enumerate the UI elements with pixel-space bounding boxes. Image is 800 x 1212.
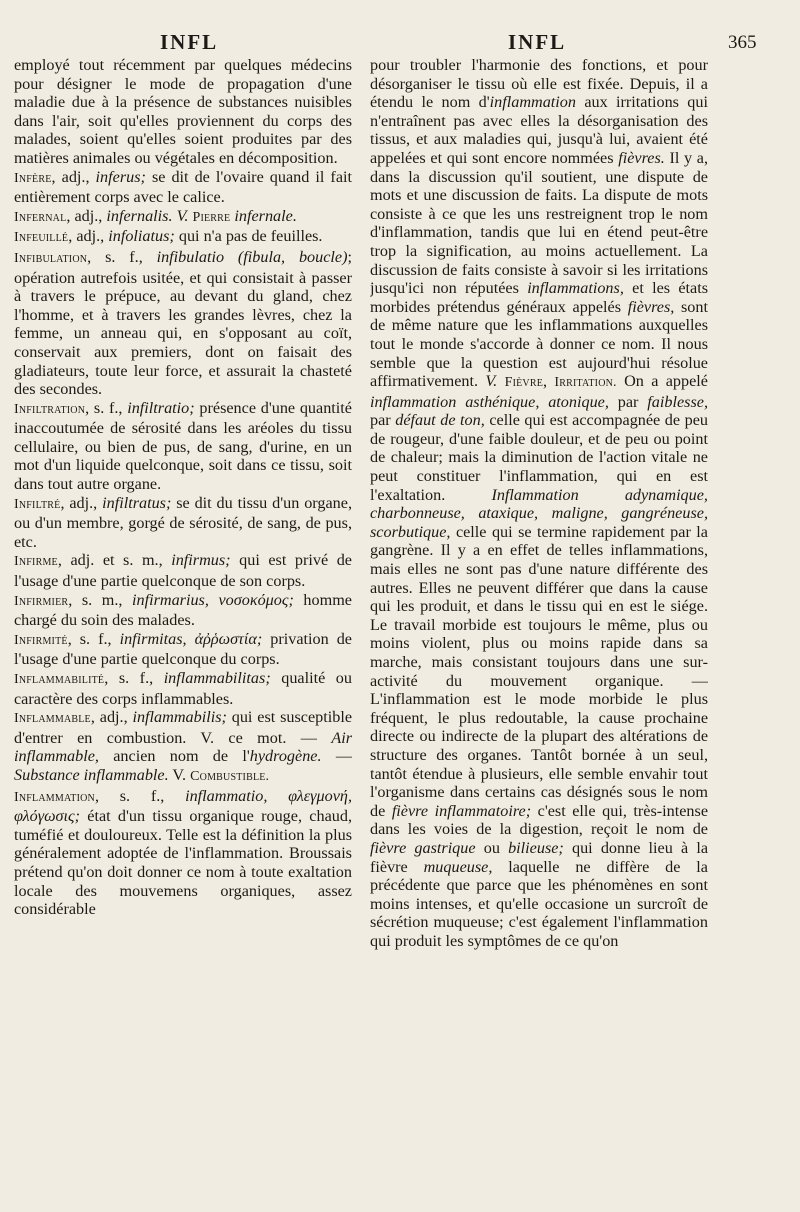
body-text: qui donne lieu à la fièvre bbox=[370, 838, 708, 876]
entry-headword: Infirme bbox=[14, 554, 58, 570]
entry-headword: Infiltration bbox=[14, 401, 86, 417]
entry-text: , adj., bbox=[68, 227, 109, 246]
entry-italic: Substance inflammable. bbox=[14, 765, 169, 784]
entry-text: qui est susceptible d'entrer en combustion. V. ce mot. — bbox=[14, 708, 352, 747]
body-text: celle qui se termine rapidement par la gangrène. Il y a en effet de telles inflammations, mais elles ne sont pas d'une nature différente des autres. Elles ne peuvent différer que dans la cause qui les produit, et dans le tissu qui en est le siége. Le travail morbide est toujours le même, plus ou moins violent, plus ou moins rapide dans sa marche, mais consistant toujours dans une sur-activité du mouvement organique. — L'inflammation est le mode morbide le plus fréquent, le plus redoutable, la cause prochaine directe ou indirecte de la plupart des altérations de structure des organes. Tantôt bornée à un seul, tantôt étendue à plusieurs, elle semble envahir tout l'organisme dans certains cas désignés sous le nom de bbox=[370, 522, 708, 820]
entry-headword: Infère bbox=[14, 170, 52, 186]
entry-text: , s. f., bbox=[85, 398, 128, 417]
dictionary-entry bbox=[14, 551, 352, 590]
italic-term: fièvre inflammatoire; bbox=[391, 801, 532, 820]
italic-term: V. bbox=[485, 372, 498, 391]
entry-headword: Inflammable bbox=[14, 711, 91, 727]
italic-term: inflammation bbox=[489, 93, 576, 112]
dictionary-entry bbox=[14, 591, 352, 630]
entry-text: , s. f., bbox=[67, 629, 120, 648]
italic-term: défaut de ton, bbox=[395, 411, 485, 430]
entry-text: , adj., bbox=[90, 708, 133, 727]
italic-term: Inflammation adynamique, charbonneuse, ataxique, maligne, gangréneuse, scorbutique, bbox=[370, 485, 708, 541]
entry-headword: Inflammabilité bbox=[14, 672, 105, 687]
entry-latin: infoliatus; bbox=[108, 227, 175, 246]
entry-text: état d'un tissu organique rouge, chaud, tuméfié et douloureux. Telle est la définition la plus généralement adoptée de l'inflammation. Broussais prétend qu'on doit donner ce nom à toute exaltation locale des mouvemens organiques, assez considérable bbox=[14, 807, 352, 919]
italic-term: fièvres, bbox=[627, 297, 675, 316]
entry-italic: hydrogène. bbox=[249, 747, 322, 766]
entry-headword: Infernal bbox=[14, 209, 67, 225]
entry-latin: infirmarius, νοσοκόμος; bbox=[132, 590, 294, 609]
entry-text: ancien nom de l' bbox=[98, 747, 250, 766]
dictionary-entry bbox=[14, 669, 352, 708]
entry-latin: inflammabilitas; bbox=[163, 669, 271, 687]
entry-text: , s. f., bbox=[104, 669, 164, 687]
entry-text: se dit du tissu d'un organe, ou d'un membre, gorgé de sérosité, de sang, de pus, etc. bbox=[14, 493, 352, 551]
entry-text: , adj. et s. m., bbox=[57, 551, 172, 570]
italic-term: faiblesse, bbox=[647, 392, 708, 411]
body-text: sont de même nature que les inflammations auxquelles tout le monde s'accorde à donner ce nom. Il nous semble que la question est aujourd'hui résolue affirmativement. bbox=[370, 297, 708, 391]
dictionary-entry bbox=[14, 494, 352, 552]
entry-text: qui est privé de l'usage d'une partie quelconque de son corps. bbox=[14, 551, 352, 591]
inflammation-article-continued bbox=[370, 56, 708, 951]
page-number: 365 bbox=[728, 32, 757, 53]
entry-headword: Infeuillé bbox=[14, 230, 69, 246]
entry-cross-ref: Pierre bbox=[192, 209, 231, 225]
entry-text: , s. f., bbox=[87, 247, 157, 266]
dictionary-entry bbox=[14, 227, 352, 248]
entry-text: se dit de l'ovaire quand il fait entièrement corps avec le calice. bbox=[14, 167, 352, 207]
entry-headword: Infirmité bbox=[14, 632, 68, 648]
body-text: celle qui est accompagnée de peu de rougeur, d'une faible douleur, et de peu ou point de chaleur; mais la diminution de l'action vitale ne peut constituer l'inflammation, qui en est l'exaltation. bbox=[370, 411, 708, 504]
left-column bbox=[14, 56, 352, 1186]
cross-reference: Irritation. bbox=[554, 375, 617, 391]
entry-latin: inflammabilis; bbox=[132, 708, 227, 727]
entry-text: présence d'une quantité inaccoutumée de sérosité dans les aréoles du tissu cellulaire, ou bien de pus, de sang, d'urine, en un mot d'un liquide quelconque, soit dans ce tissu, soit dans tout autre organe. bbox=[14, 398, 352, 494]
continuation-text: employé tout récemment par quelques médecins pour désigner le mode de propagation d'une maladie due à la présence de substances nuisibles dans l'air, soit qu'elles proviennent du corps des malades, soient qu'elles soient produites par des matières animales ou végétales en décomposition. bbox=[14, 56, 352, 167]
entry-text: — bbox=[321, 747, 352, 766]
body-text: c'est elle qui, très-intense dans les voies de la digestion, reçoit le nom de bbox=[370, 801, 708, 839]
dictionary-entry bbox=[14, 207, 352, 228]
entry-italic: Air inflammable, bbox=[14, 728, 352, 766]
italic-term: fièvre gastrique bbox=[370, 838, 476, 857]
entry-cross-ref-italic: infernale. bbox=[234, 206, 297, 225]
entry-latin: infiltratus; bbox=[102, 493, 172, 512]
entry-list bbox=[14, 168, 352, 919]
entry-text: , adj., bbox=[51, 167, 96, 186]
dictionary-entry bbox=[14, 708, 352, 786]
dictionary-entry bbox=[14, 630, 352, 669]
italic-term: bilieuse; bbox=[508, 838, 564, 857]
body-text: On a appelé bbox=[616, 372, 708, 391]
entry-latin: inflammatio, φλεγμονή, φλόγωσις; bbox=[14, 786, 352, 826]
body-text bbox=[497, 372, 504, 390]
entry-text: , s. m., bbox=[68, 590, 132, 609]
body-text: laquelle ne diffère de la précédente que parce que les phénomènes en sont moins intenses, et qu'elle occasione un surcroît de sécrétion muqueuse; c'est également l'inflammation qui produit les symptômes de ce qu'on bbox=[370, 857, 708, 950]
entry-text: V. bbox=[168, 765, 191, 784]
entry-text: qui n'a pas de feuilles. bbox=[174, 227, 323, 246]
italic-term: inflammations, bbox=[527, 279, 624, 298]
entry-latin: infirmitas, ἀῤῥωστία; bbox=[119, 629, 263, 648]
entry-latin: infibulatio (fibula, boucle) bbox=[156, 247, 348, 266]
running-header bbox=[0, 30, 800, 56]
body-text: Il y a, dans la discussion qu'il soutient, une dispute de mots et une discussion de faits. La dispute de mots consiste à ce que les uns restreignent trop le nom d'inflammation, tandis que lui en étend peut-être trop la signification, au moins actuellement. La discussion de faits consiste à savoir si les irritations jusqu'ici non réputées bbox=[370, 148, 708, 298]
italic-term: muqueuse, bbox=[423, 857, 493, 876]
entry-latin: infernalis. bbox=[106, 206, 173, 225]
dictionary-entry bbox=[14, 168, 352, 207]
entry-text: privation de l'usage d'une partie quelconque du corps. bbox=[14, 629, 352, 669]
body-text: par bbox=[370, 411, 396, 430]
body-text: pour troubler l'harmonie des fonctions, et pour désorganiser le tissu où elle est fixée. Depuis, il a étendu le nom d' bbox=[370, 56, 708, 112]
italic-term: fièvres. bbox=[618, 148, 665, 167]
entry-latin: infirmus; bbox=[171, 551, 231, 570]
entry-latin: inferus; bbox=[95, 167, 146, 186]
entry-headword: Infibulation bbox=[14, 250, 88, 266]
body-text: , bbox=[543, 372, 555, 391]
entry-cross-ref: Combustible. bbox=[190, 768, 270, 784]
body-text: ou bbox=[475, 838, 509, 857]
body-text: aux irritations qui n'entraînent pas avec elles la désorganisation des tissus, et aux maladies qui, jusqu'à lui, avaient été appelées et qui sont encore nommées bbox=[370, 93, 708, 167]
dictionary-entry bbox=[14, 787, 352, 919]
entry-text: qualité ou caractère des corps inflammables. bbox=[14, 669, 352, 708]
entry-headword: Infiltré bbox=[14, 496, 61, 512]
dictionary-entry bbox=[14, 399, 352, 494]
cross-reference: Fièvre bbox=[504, 375, 544, 391]
body-text: et les états morbides prétendus généraux appelés bbox=[370, 279, 708, 316]
entry-text: , s. f., bbox=[94, 786, 186, 805]
entry-text: ; opération autrefois usitée, et qui consistait à passer à travers le prépuce, au devant du gland, chez l'homme, et à travers les grandes lèvres, chez la femme, un anneau qui, en s'opposant au coït, conservait aux premiers, dont on faisait des gladiateurs, toute leur force, et assurait la chasteté des secondes. bbox=[14, 247, 352, 399]
dictionary-entry bbox=[14, 248, 352, 399]
entry-see-ref: V. bbox=[176, 206, 189, 225]
entry-headword: Infirmier bbox=[14, 593, 69, 609]
header-right-title: INFL bbox=[508, 30, 567, 54]
body-text: par bbox=[608, 392, 648, 411]
entry-text: , adj., bbox=[66, 206, 107, 225]
italic-term: inflammation asthénique, atonique, bbox=[370, 392, 609, 411]
entry-headword: Inflammation bbox=[14, 789, 95, 805]
header-left-title: INFL bbox=[160, 30, 219, 54]
right-column bbox=[370, 56, 708, 1186]
entry-text: homme chargé du soin des malades. bbox=[14, 590, 352, 630]
entry-text: , adj., bbox=[60, 493, 103, 512]
entry-latin: infiltratio; bbox=[127, 398, 195, 417]
